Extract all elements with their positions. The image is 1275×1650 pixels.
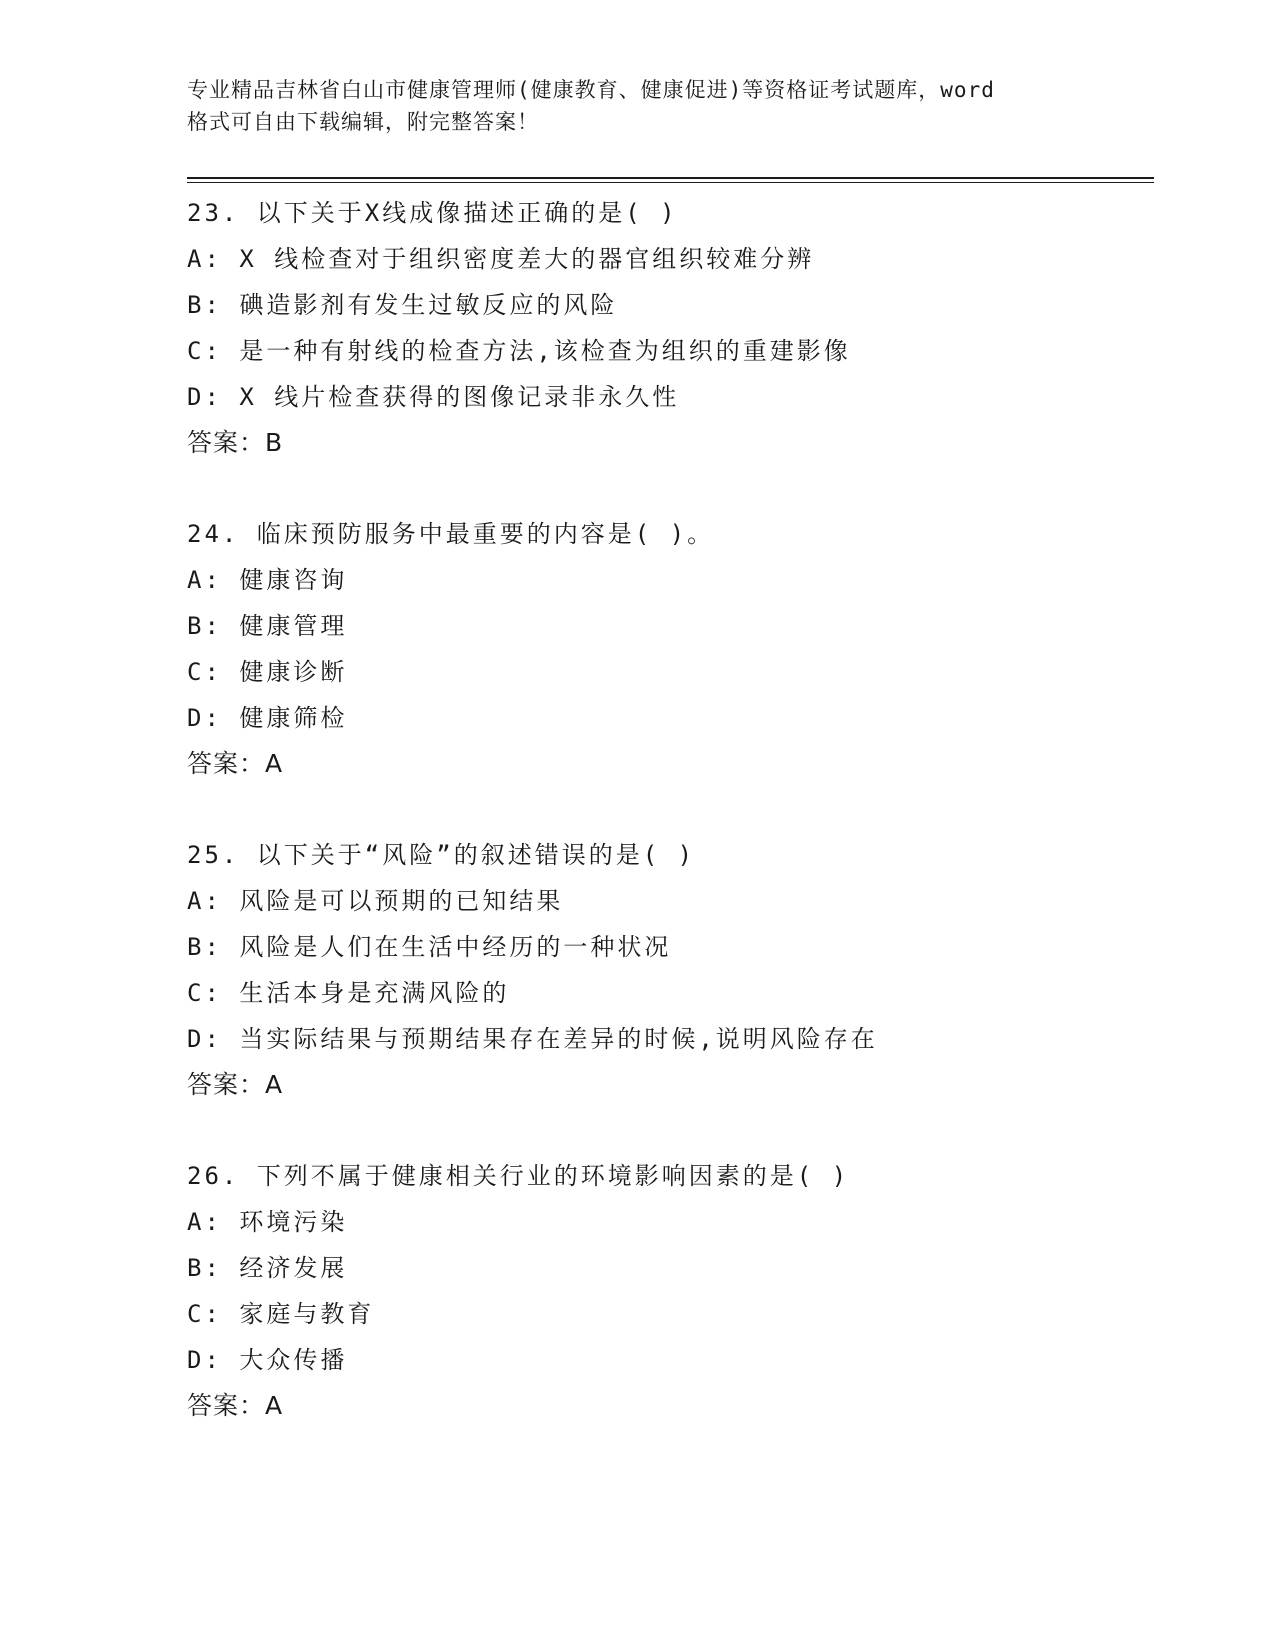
question-stem: 23. 以下关于X线成像描述正确的是( )	[187, 199, 678, 227]
question-stem: 24. 临床预防服务中最重要的内容是( )。	[187, 520, 715, 548]
document-header	[187, 74, 1087, 138]
option-b: B: 碘造影剂有发生过敏反应的风险	[187, 291, 618, 319]
question-24	[187, 511, 1167, 787]
option-a: A: 风险是可以预期的已知结果	[187, 887, 564, 915]
answer-label: 答案：A	[187, 1391, 284, 1420]
option-c: C: 生活本身是充满风险的	[187, 979, 510, 1007]
header-divider	[187, 177, 1154, 179]
option-d: D: 大众传播	[187, 1346, 348, 1374]
option-d: D: X 线片检查获得的图像记录非永久性	[187, 383, 680, 411]
question-list	[187, 190, 1167, 1474]
question-stem: 26. 下列不属于健康相关行业的环境影响因素的是( )	[187, 1162, 850, 1190]
option-c: C: 家庭与教育	[187, 1300, 375, 1328]
option-d: D: 当实际结果与预期结果存在差异的时候,说明风险存在	[187, 1025, 878, 1053]
option-c: C: 是一种有射线的检查方法,该检查为组织的重建影像	[187, 337, 851, 365]
answer-label: 答案：A	[187, 1070, 284, 1099]
answer-label: 答案：B	[187, 428, 284, 457]
header-line-2: 格式可自由下载编辑，附完整答案！	[187, 110, 539, 134]
option-c: C: 健康诊断	[187, 658, 348, 686]
option-d: D: 健康筛检	[187, 704, 348, 732]
option-b: B: 经济发展	[187, 1254, 348, 1282]
header-line-1: 专业精品吉林省白山市健康管理师(健康教育、健康促进)等资格证考试题库，word	[187, 78, 995, 102]
option-a: A: 环境污染	[187, 1208, 348, 1236]
option-a: A: X 线检查对于组织密度差大的器官组织较难分辨	[187, 245, 815, 273]
question-stem: 25. 以下关于“风险”的叙述错误的是( )	[187, 841, 696, 869]
answer-label: 答案：A	[187, 749, 284, 778]
option-a: A: 健康咨询	[187, 566, 348, 594]
question-25	[187, 832, 1167, 1108]
question-23	[187, 190, 1167, 466]
option-b: B: 风险是人们在生活中经历的一种状况	[187, 933, 672, 961]
option-b: B: 健康管理	[187, 612, 348, 640]
question-26	[187, 1153, 1167, 1429]
header-divider-thin	[187, 182, 1154, 183]
